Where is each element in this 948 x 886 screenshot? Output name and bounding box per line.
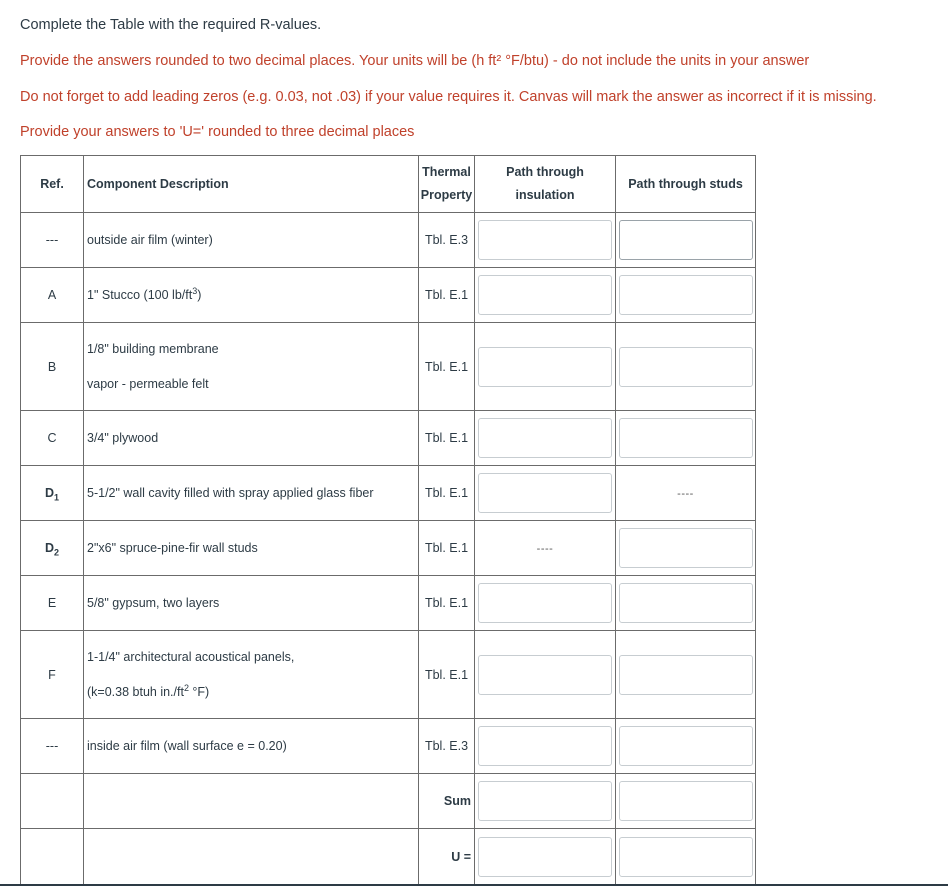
- row-property: Tbl. E.1: [419, 268, 475, 323]
- desc-line1: 1-1/4" architectural acoustical panels,: [87, 649, 295, 664]
- desc-line2: vapor - permeable felt: [87, 376, 209, 391]
- table-row: [21, 466, 756, 521]
- row-description: outside air film (winter): [84, 213, 419, 268]
- sum-ref-empty: [21, 774, 84, 829]
- row-description: 3/4" plywood: [84, 411, 419, 466]
- instruction-u-value: Provide your answers to 'U=' rounded to three decimal places: [20, 124, 415, 140]
- u-ref-empty: [21, 829, 84, 885]
- desc-superscript: 3: [192, 285, 198, 296]
- ref-subscript: 2: [54, 547, 60, 558]
- table-row: [21, 213, 756, 268]
- instruction-rounding: Provide the answers rounded to two decimal places. Your units will be (h ft² °F/btu) - do not include the units in your answer: [20, 53, 810, 69]
- desc-text: 1" Stucco (100 lb/ft: [87, 288, 193, 302]
- insulation-not-applicable: ----: [536, 543, 554, 555]
- insulation-answer-input[interactable]: [478, 473, 612, 513]
- header-path-insulation: [475, 156, 616, 213]
- header-description: Component Description: [84, 156, 419, 213]
- ref-subscript: 1: [54, 492, 60, 503]
- insulation-answer-input[interactable]: [478, 220, 612, 260]
- row-ref: A: [21, 268, 84, 323]
- studs-answer-input[interactable]: [619, 275, 753, 315]
- sum-insulation-input[interactable]: [478, 781, 612, 821]
- row-description: 5/8" gypsum, two layers: [84, 576, 419, 631]
- studs-answer-input[interactable]: [619, 220, 753, 260]
- instruction-complete-table: Complete the Table with the required R-values.: [20, 17, 322, 33]
- header-thermal-property-line2: Property: [420, 188, 473, 202]
- row-property: Tbl. E.1: [419, 631, 475, 719]
- u-label: U =: [419, 829, 475, 885]
- insulation-answer-input[interactable]: [478, 583, 612, 623]
- desc-superscript: 2: [183, 682, 189, 693]
- row-ref: E: [21, 576, 84, 631]
- insulation-answer-input[interactable]: [478, 726, 612, 766]
- row-description: [84, 631, 419, 719]
- row-property: Tbl. E.3: [419, 213, 475, 268]
- insulation-answer-input[interactable]: [478, 655, 612, 695]
- u-desc-empty: [84, 829, 419, 885]
- row-property: Tbl. E.1: [419, 323, 475, 411]
- sum-label: Sum: [419, 774, 475, 829]
- u-insulation-input[interactable]: [478, 837, 612, 877]
- row-property: Tbl. E.1: [419, 521, 475, 576]
- instruction-leading-zeros: Do not forget to add leading zeros (e.g. 0.03, not .03) if your value requires it. Canvas will mark the answer as incorrect if it is missing.: [20, 89, 877, 105]
- header-thermal-property-line1: Thermal: [422, 165, 471, 179]
- row-description: inside air film (wall surface e = 0.20): [84, 719, 419, 774]
- u-studs-input[interactable]: [619, 837, 753, 877]
- row-ref: [21, 521, 84, 576]
- table-row: [21, 323, 756, 411]
- table-row: [21, 631, 756, 719]
- header-path-studs: Path through studs: [616, 156, 756, 213]
- studs-answer-input[interactable]: [619, 418, 753, 458]
- table-header-row: [21, 156, 756, 213]
- row-ref: [21, 466, 84, 521]
- studs-not-applicable: ----: [677, 488, 694, 500]
- table-row: [21, 268, 756, 323]
- studs-answer-input[interactable]: [619, 528, 753, 568]
- sum-desc-empty: [84, 774, 419, 829]
- desc-text-end: ): [197, 288, 202, 302]
- row-ref: C: [21, 411, 84, 466]
- studs-answer-input[interactable]: [619, 347, 753, 387]
- studs-answer-input[interactable]: [619, 583, 753, 623]
- u-row: [21, 829, 756, 885]
- row-ref: B: [21, 323, 84, 411]
- desc-line2-end: °F): [188, 684, 210, 699]
- row-property: Tbl. E.1: [419, 411, 475, 466]
- insulation-answer-input[interactable]: [478, 418, 612, 458]
- r-value-table: [20, 155, 756, 885]
- studs-answer-input[interactable]: [619, 655, 753, 695]
- row-ref: ---: [21, 719, 84, 774]
- row-description: [84, 268, 419, 323]
- row-description: [84, 323, 419, 411]
- insulation-answer-input[interactable]: [478, 275, 612, 315]
- row-ref: ---: [21, 213, 84, 268]
- table-row: [21, 576, 756, 631]
- header-ref: Ref.: [21, 156, 84, 213]
- ref-main: D: [44, 541, 54, 555]
- header-path-insulation-line1: Path through: [506, 165, 584, 179]
- row-description: 5-1/2" wall cavity filled with spray applied glass fiber: [84, 466, 419, 521]
- row-property: Tbl. E.1: [419, 466, 475, 521]
- insulation-answer-input[interactable]: [478, 347, 612, 387]
- row-description: 2"x6" spruce-pine-fir wall studs: [84, 521, 419, 576]
- table-row: [21, 411, 756, 466]
- header-path-insulation-line2: insulation: [515, 188, 575, 202]
- studs-answer-input[interactable]: [619, 726, 753, 766]
- sum-studs-input[interactable]: [619, 781, 753, 821]
- desc-line1: 1/8" building membrane: [87, 341, 219, 356]
- desc-line2: (k=0.38 btuh in./ft: [87, 684, 184, 699]
- table-row: [21, 719, 756, 774]
- header-thermal-property: [419, 156, 475, 213]
- table-row: [21, 521, 756, 576]
- sum-row: [21, 774, 756, 829]
- row-ref: F: [21, 631, 84, 719]
- row-property: Tbl. E.3: [419, 719, 475, 774]
- ref-main: D: [44, 486, 54, 500]
- row-property: Tbl. E.1: [419, 576, 475, 631]
